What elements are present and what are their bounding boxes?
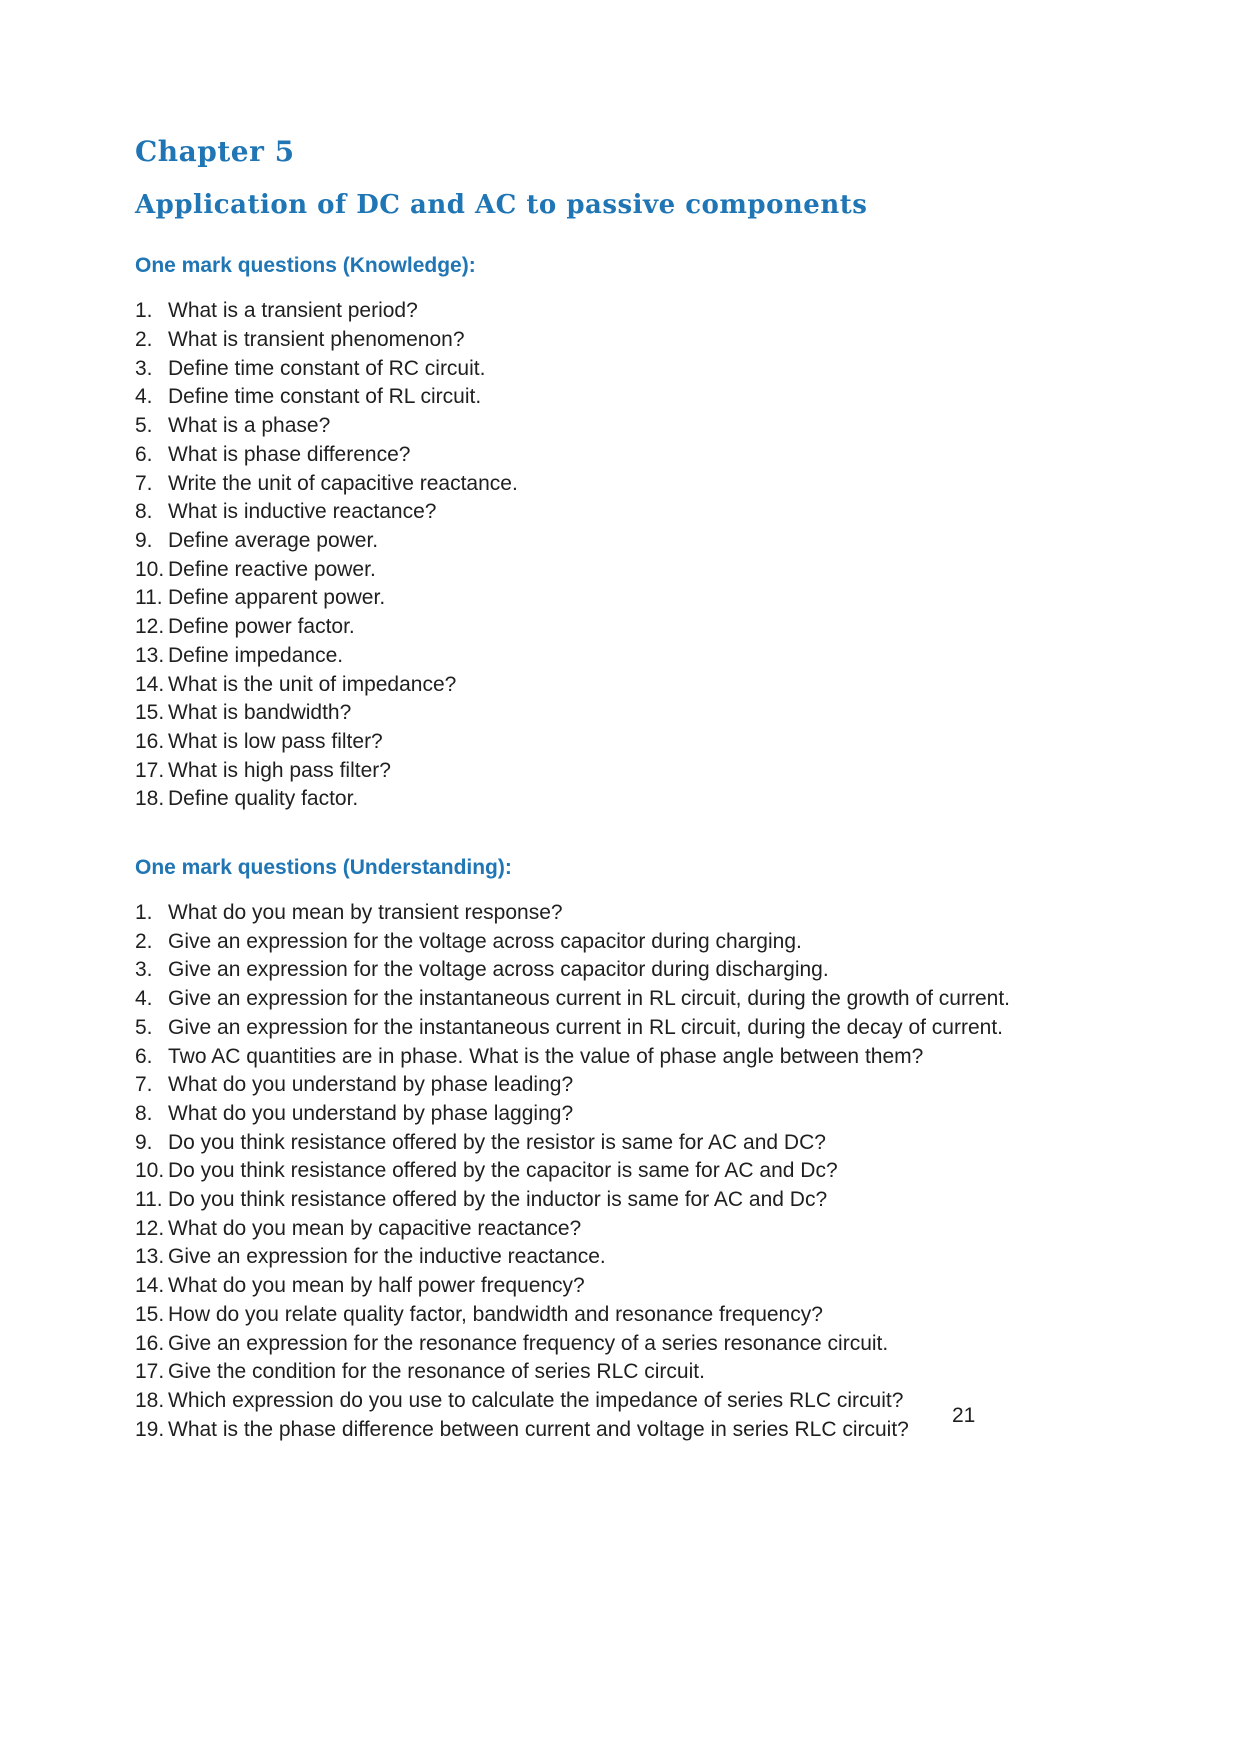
question-text: How do you relate quality factor, bandwidth and resonance frequency?	[168, 1302, 823, 1326]
question-number: 7.	[135, 471, 153, 495]
question-number: 4.	[135, 385, 153, 409]
question-list-knowledge	[135, 297, 1106, 814]
question-text: Define time constant of RL circuit.	[168, 385, 482, 409]
question-item	[135, 498, 1106, 527]
question-text: Define impedance.	[168, 643, 344, 667]
question-number: 2.	[135, 328, 153, 352]
question-text: Define reactive power.	[168, 557, 376, 581]
question-list-understanding	[135, 899, 1106, 1444]
question-number: 18.	[135, 1388, 165, 1412]
question-number: 4.	[135, 987, 153, 1011]
question-number: 11.	[135, 1188, 163, 1212]
question-number: 1.	[135, 299, 153, 323]
question-number: 17.	[135, 1360, 165, 1384]
question-text: Do you think resistance offered by the inductor is same for AC and Dc?	[168, 1188, 828, 1212]
question-item	[135, 1014, 1106, 1043]
chapter-title: Chapter 5	[135, 135, 295, 168]
question-number: 11.	[135, 586, 163, 610]
question-item	[135, 671, 1106, 700]
question-number: 2.	[135, 929, 153, 953]
question-text: Define average power.	[168, 529, 379, 552]
question-number: 8.	[135, 500, 153, 524]
question-number: 10.	[135, 1159, 165, 1183]
question-item	[135, 1358, 1106, 1387]
question-number: 1.	[135, 901, 153, 925]
question-item	[135, 470, 1106, 499]
question-item	[135, 928, 1106, 957]
question-number: 6.	[135, 1044, 153, 1068]
question-item	[135, 355, 1106, 384]
question-text: What is a phase?	[168, 414, 331, 438]
section-heading-knowledge: One mark questions (Knowledge):	[135, 254, 476, 278]
question-text: What is transient phenomenon?	[168, 328, 465, 352]
question-text: What do you mean by capacitive reactance?	[168, 1216, 582, 1240]
question-number: 8.	[135, 1101, 153, 1125]
question-text: Give an expression for the voltage across capacitor during charging.	[168, 929, 802, 953]
page-title: Application of DC and AC to passive components	[135, 190, 868, 221]
question-text: Write the unit of capacitive reactance.	[168, 471, 518, 495]
question-item	[135, 613, 1106, 642]
question-number: 3.	[135, 356, 153, 380]
question-text: Give an expression for the resonance frequency of a series resonance circuit.	[168, 1331, 889, 1355]
question-number: 18.	[135, 787, 165, 811]
question-text: What is phase difference?	[168, 442, 411, 466]
question-text: What is the phase difference between current and voltage in series RLC circuit?	[168, 1417, 909, 1441]
question-text: Give an expression for the instantaneous current in RL circuit, during the growth of current.	[168, 987, 1010, 1011]
page-number: 21	[952, 1404, 976, 1427]
question-text: Do you think resistance offered by the resistor is same for AC and DC?	[168, 1130, 826, 1154]
question-item	[135, 1071, 1106, 1100]
question-item	[135, 1301, 1106, 1330]
question-item	[135, 1100, 1106, 1129]
question-number: 16.	[135, 729, 165, 753]
question-item	[135, 642, 1106, 671]
question-item	[135, 757, 1106, 786]
question-text: Define power factor.	[168, 615, 355, 639]
question-item	[135, 899, 1106, 928]
question-item	[135, 1243, 1106, 1272]
question-item	[135, 1215, 1106, 1244]
question-item	[135, 985, 1106, 1014]
question-item	[135, 297, 1106, 326]
question-item	[135, 1186, 1106, 1215]
question-text: What do you mean by transient response?	[168, 901, 563, 925]
question-number: 9.	[135, 529, 153, 552]
question-text: Give the condition for the resonance of series RLC circuit.	[168, 1360, 705, 1384]
question-item	[135, 412, 1106, 441]
question-number: 13.	[135, 1245, 165, 1269]
question-text: What is a transient period?	[168, 299, 418, 323]
question-text: What is low pass filter?	[168, 729, 383, 753]
question-item	[135, 785, 1106, 814]
question-number: 19.	[135, 1417, 165, 1441]
question-item	[135, 584, 1106, 613]
question-text: What do you mean by half power frequency?	[168, 1274, 585, 1298]
question-number: 15.	[135, 701, 165, 725]
question-text: Do you think resistance offered by the capacitor is same for AC and Dc?	[168, 1159, 838, 1183]
question-number: 9.	[135, 1130, 153, 1154]
question-number: 7.	[135, 1073, 153, 1097]
question-item	[135, 728, 1106, 757]
question-text: Which expression do you use to calculate the impedance of series RLC circuit?	[168, 1388, 904, 1412]
question-number: 5.	[135, 1015, 153, 1039]
question-text: What do you understand by phase leading?	[168, 1073, 574, 1097]
question-number: 13.	[135, 643, 165, 667]
question-number: 10.	[135, 557, 165, 581]
section-heading-understanding: One mark questions (Understanding):	[135, 856, 512, 880]
question-item	[135, 1043, 1106, 1072]
question-text: What do you understand by phase lagging?	[168, 1101, 574, 1125]
question-number: 12.	[135, 1216, 165, 1240]
question-number: 15.	[135, 1302, 165, 1326]
question-text: Define time constant of RC circuit.	[168, 356, 486, 380]
question-text: What is the unit of impedance?	[168, 672, 457, 696]
question-item	[135, 441, 1106, 470]
question-item	[135, 956, 1106, 985]
question-text: Give an expression for the inductive reactance.	[168, 1245, 606, 1269]
question-number: 17.	[135, 758, 165, 782]
question-number: 16.	[135, 1331, 165, 1355]
question-number: 14.	[135, 1274, 165, 1298]
question-item	[135, 1330, 1106, 1359]
question-item	[135, 556, 1106, 585]
question-number: 3.	[135, 958, 153, 982]
question-text: Define apparent power.	[168, 586, 386, 610]
question-number: 12.	[135, 615, 165, 639]
question-item	[135, 1157, 1106, 1186]
question-text: Give an expression for the instantaneous current in RL circuit, during the decay of current.	[168, 1015, 1003, 1039]
question-text: What is inductive reactance?	[168, 500, 437, 524]
question-text: What is high pass filter?	[168, 758, 391, 782]
question-number: 14.	[135, 672, 165, 696]
question-number: 5.	[135, 414, 153, 438]
question-number: 6.	[135, 442, 153, 466]
question-item	[135, 1272, 1106, 1301]
question-text: Define quality factor.	[168, 787, 359, 811]
question-item	[135, 1129, 1106, 1158]
question-text: What is bandwidth?	[168, 701, 352, 725]
question-item	[135, 699, 1106, 728]
question-text: Two AC quantities are in phase. What is the value of phase angle between them?	[168, 1044, 924, 1068]
question-item	[135, 383, 1106, 412]
question-item	[135, 527, 1106, 556]
question-item	[135, 326, 1106, 355]
question-text: Give an expression for the voltage across capacitor during discharging.	[168, 958, 829, 982]
